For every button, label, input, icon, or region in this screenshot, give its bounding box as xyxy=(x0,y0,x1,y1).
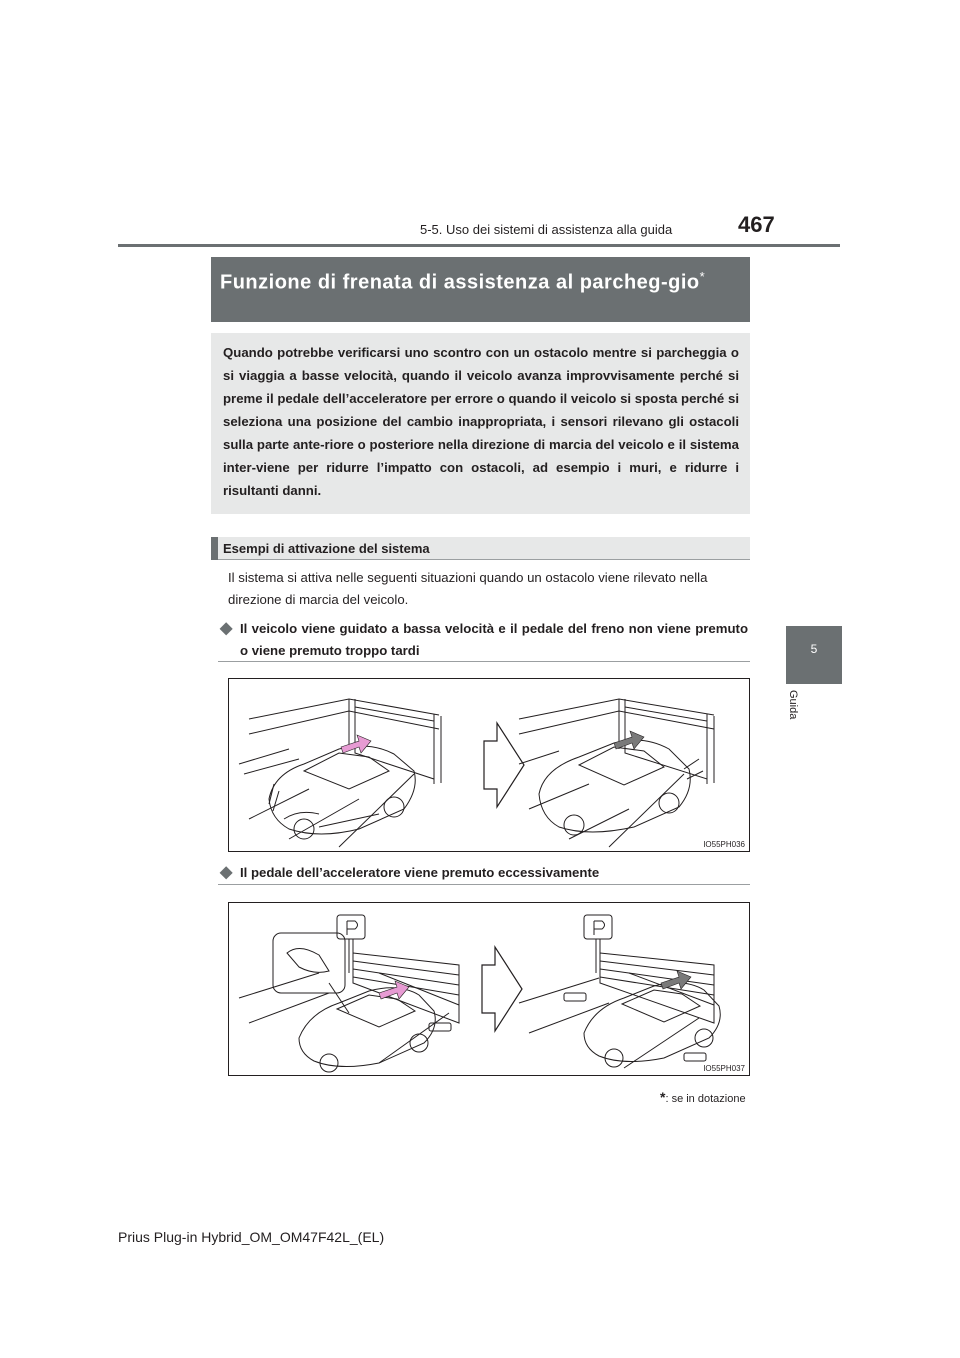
page-title: Funzione di frenata di assistenza al parcheg-gio* xyxy=(220,269,706,294)
chapter-number: 5 xyxy=(810,642,818,656)
case-1 xyxy=(220,618,748,662)
diamond-bullet-icon: ◆ xyxy=(220,864,233,881)
section-path: 5-5. Uso dei sistemi di assistenza alla guida xyxy=(420,222,673,237)
divider xyxy=(218,884,750,885)
page-number: 467 xyxy=(738,212,775,237)
case-1-title: Il veicolo viene guidato a bassa velocità e il pedale del freno non viene premuto o viene premuto troppo tardi xyxy=(240,621,748,658)
illustration-2 xyxy=(228,902,750,1076)
figure-code: IO55PH037 xyxy=(703,1064,745,1073)
forward-arrow-gray xyxy=(661,971,691,989)
header-rule xyxy=(118,244,840,247)
case-2-title: Il pedale dell’acceleratore viene premuto eccessivamente xyxy=(240,865,600,880)
section-body: Il sistema si attiva nelle seguenti situazioni quando un ostacolo viene rilevato nella direzione di marcia del veicolo. xyxy=(228,570,708,607)
illustration-1 xyxy=(228,678,750,852)
chapter-label: Guida xyxy=(787,690,799,720)
case-2 xyxy=(220,862,748,884)
diamond-bullet-icon: ◆ xyxy=(220,620,233,637)
subheading: Esempi di attivazione del sistema xyxy=(223,541,430,556)
document-footer: Prius Plug-in Hybrid_OM_OM47F42L_(EL) xyxy=(118,1229,385,1245)
figure-code: IO55PH036 xyxy=(703,840,745,849)
intro-text: Quando potrebbe verificarsi uno scontro con un ostacolo mentre si parcheggia o si viaggia a basse velocità, quando il veicolo avanza improvvisamente perché si preme il pedale dell’acceleratore per errore o quando il veicolo si sposta perché si seleziona una posizione del cambio inappropriata, i sensori rilevano gli ostacoli sulla parte ante-riore o posteriore nella direzione di marcia del veicolo e il sistema inter-viene per ridurre l’impatto con ostacoli, ad esempio i muri, e ridurre i risultanti danni. xyxy=(223,345,739,498)
subheading-bar xyxy=(211,537,218,560)
footnote-text: : se in dotazione xyxy=(665,1093,746,1105)
divider xyxy=(218,661,750,662)
footnote-mark: * xyxy=(699,269,706,284)
footnote xyxy=(660,1089,746,1105)
forward-arrow-pink xyxy=(341,735,371,753)
car-parking-wall-illustration xyxy=(229,679,749,851)
footnote-star: * xyxy=(660,1089,666,1105)
car-accelerator-illustration xyxy=(229,903,749,1075)
